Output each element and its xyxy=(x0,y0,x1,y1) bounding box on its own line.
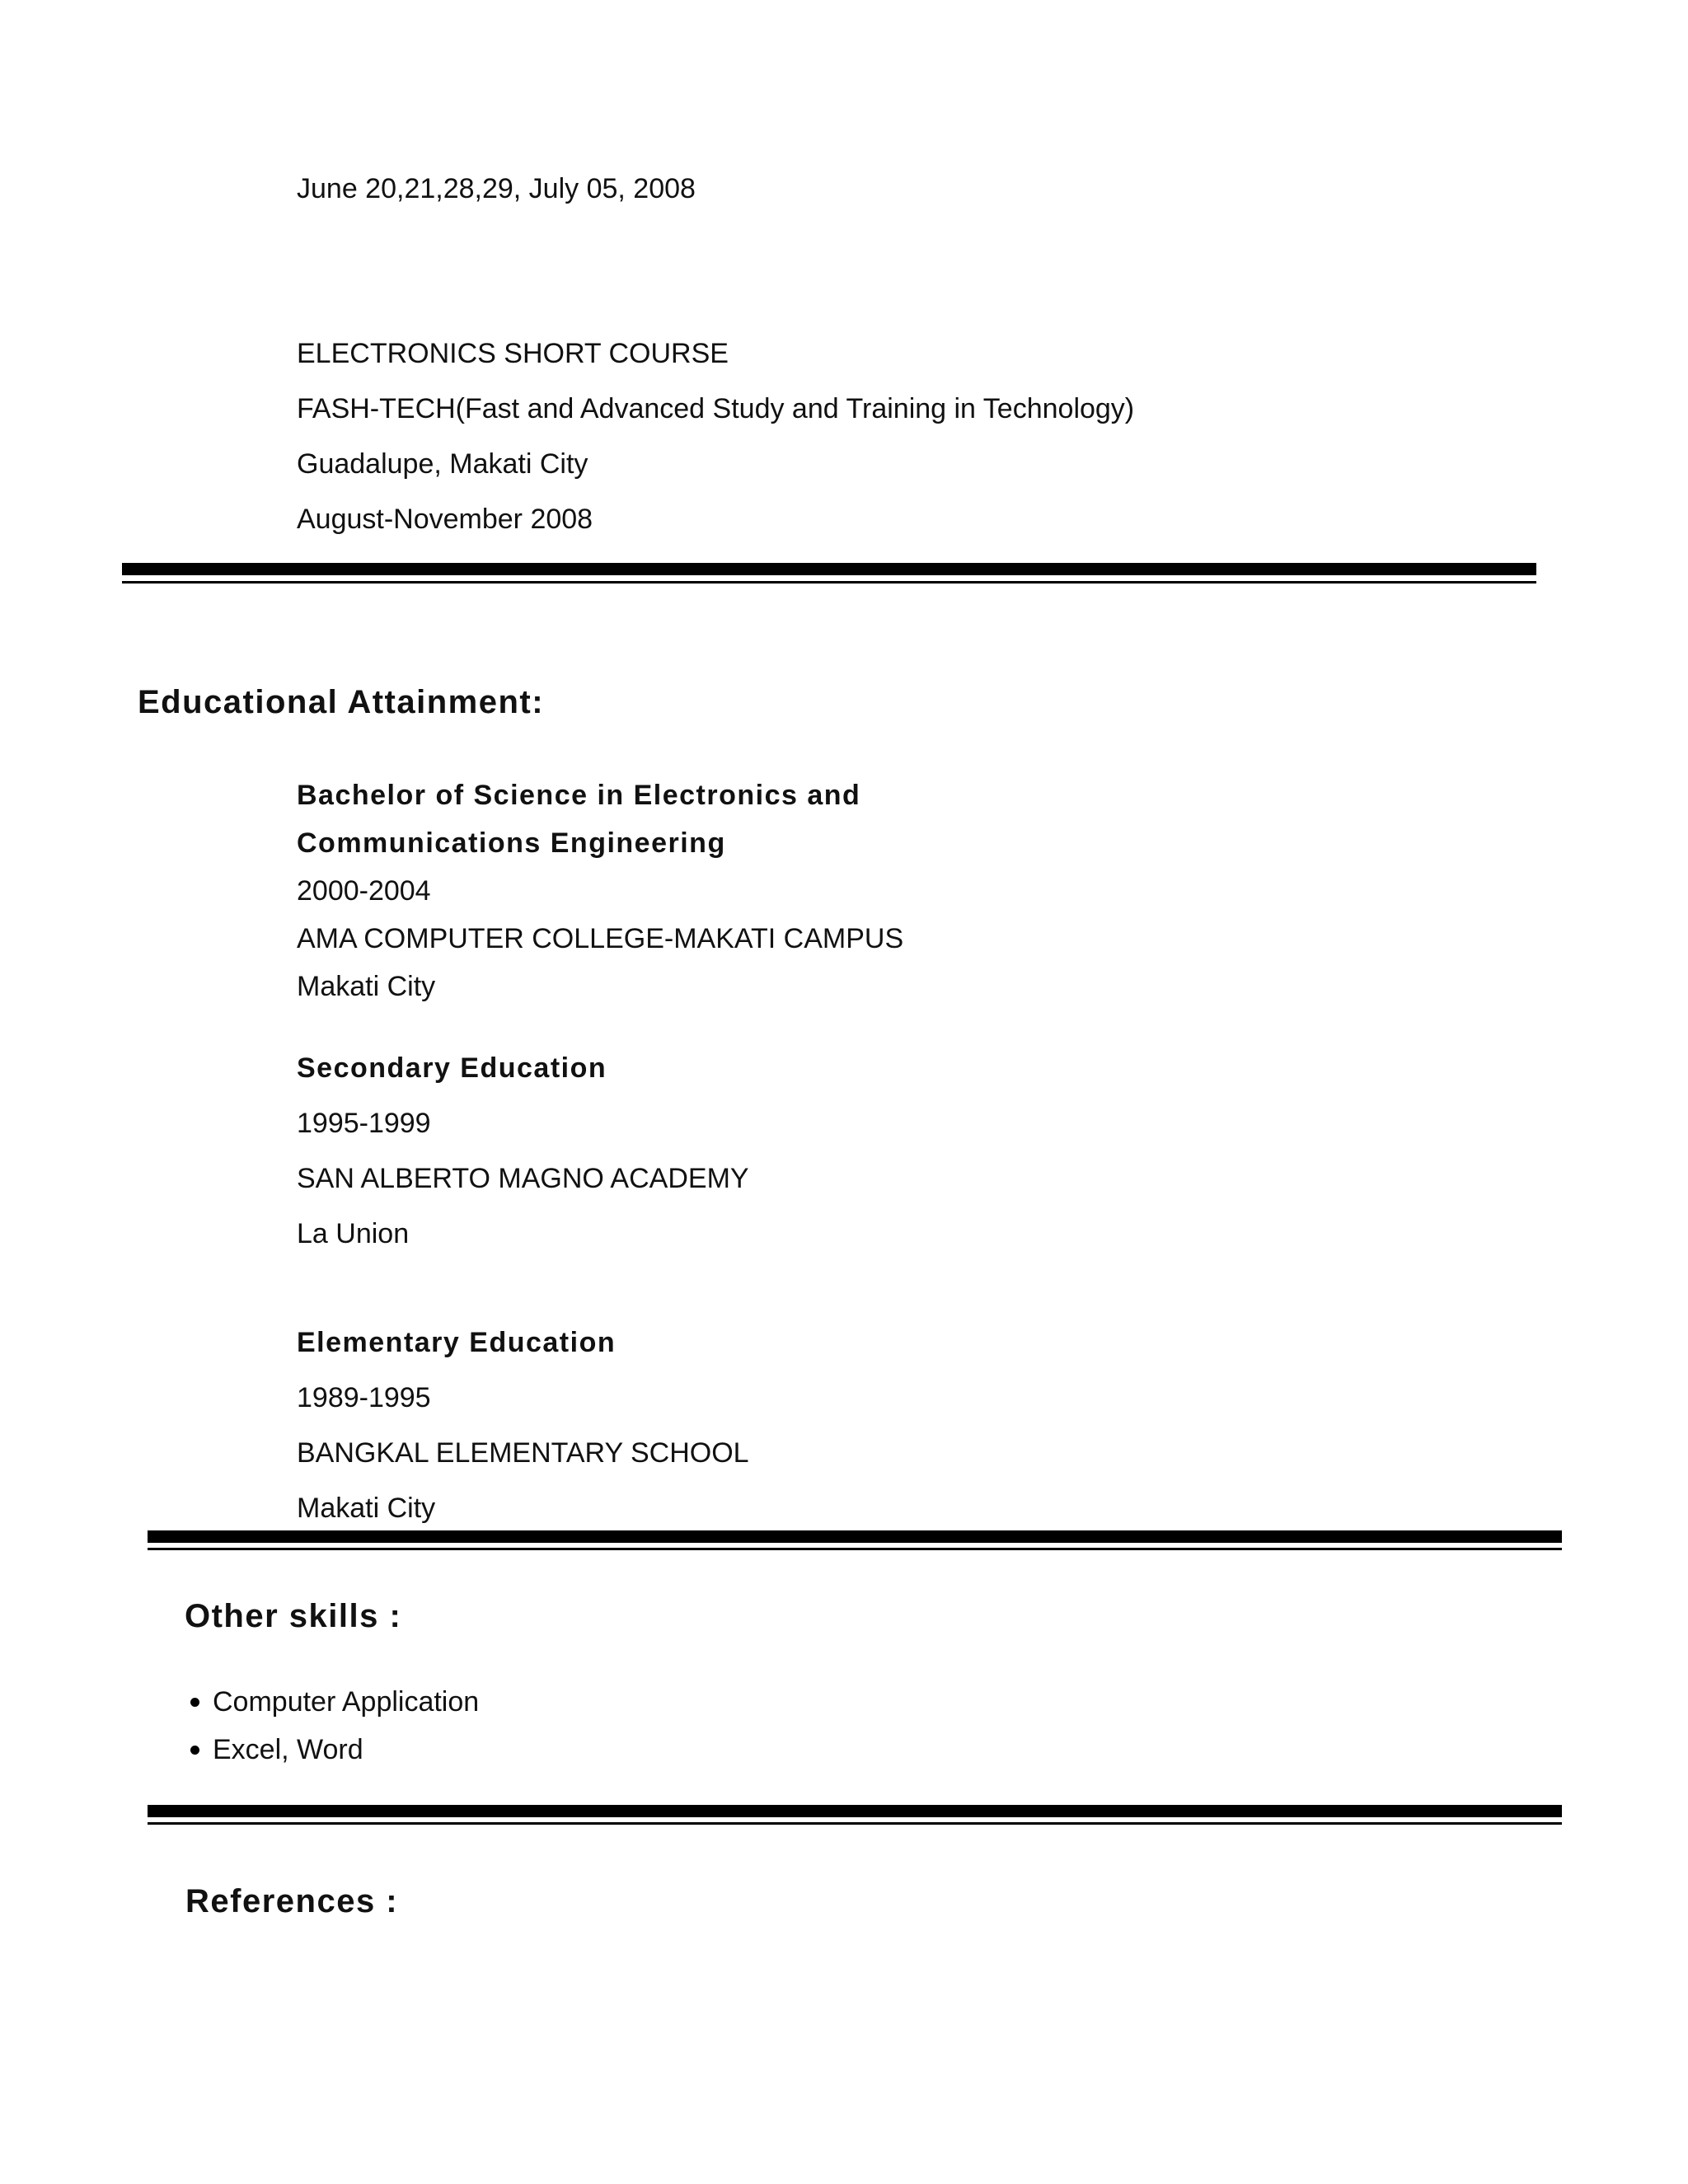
tertiary-location: Makati City xyxy=(297,971,436,1002)
course-location: Guadalupe, Makati City xyxy=(297,448,588,480)
degree-line2: Communications Engineering xyxy=(297,827,726,859)
skill-item: Excel, Word xyxy=(213,1734,363,1765)
education-heading: Educational Attainment: xyxy=(138,684,545,720)
bullet-icon xyxy=(190,1698,199,1707)
tertiary-years: 2000-2004 xyxy=(297,875,431,907)
secondary-location: La Union xyxy=(297,1218,410,1249)
section-divider-thick xyxy=(148,1530,1562,1543)
section-divider-thick xyxy=(148,1805,1562,1817)
secondary-school: SAN ALBERTO MAGNO ACADEMY xyxy=(297,1163,749,1194)
elementary-level: Elementary Education xyxy=(297,1327,617,1358)
section-divider-thin xyxy=(148,1822,1562,1825)
bullet-icon xyxy=(190,1746,199,1755)
course-period: August-November 2008 xyxy=(297,504,593,535)
training-dates: June 20,21,28,29, July 05, 2008 xyxy=(297,173,696,204)
section-divider-thin xyxy=(148,1548,1562,1550)
course-school: FASH-TECH(Fast and Advanced Study and Training in Technology) xyxy=(297,393,1135,424)
degree-line1: Bachelor of Science in Electronics and xyxy=(297,780,861,811)
secondary-years: 1995-1999 xyxy=(297,1108,431,1139)
secondary-level: Secondary Education xyxy=(297,1052,607,1084)
references-heading: References : xyxy=(185,1883,399,1919)
elementary-years: 1989-1995 xyxy=(297,1382,431,1413)
section-divider-thick xyxy=(122,563,1536,575)
elementary-school: BANGKAL ELEMENTARY SCHOOL xyxy=(297,1437,749,1469)
elementary-location: Makati City xyxy=(297,1493,436,1524)
section-divider-thin xyxy=(122,581,1536,583)
skill-item: Computer Application xyxy=(213,1686,480,1718)
tertiary-school: AMA COMPUTER COLLEGE-MAKATI CAMPUS xyxy=(297,923,904,954)
skills-heading: Other skills : xyxy=(185,1598,402,1634)
course-title: ELECTRONICS SHORT COURSE xyxy=(297,338,729,369)
